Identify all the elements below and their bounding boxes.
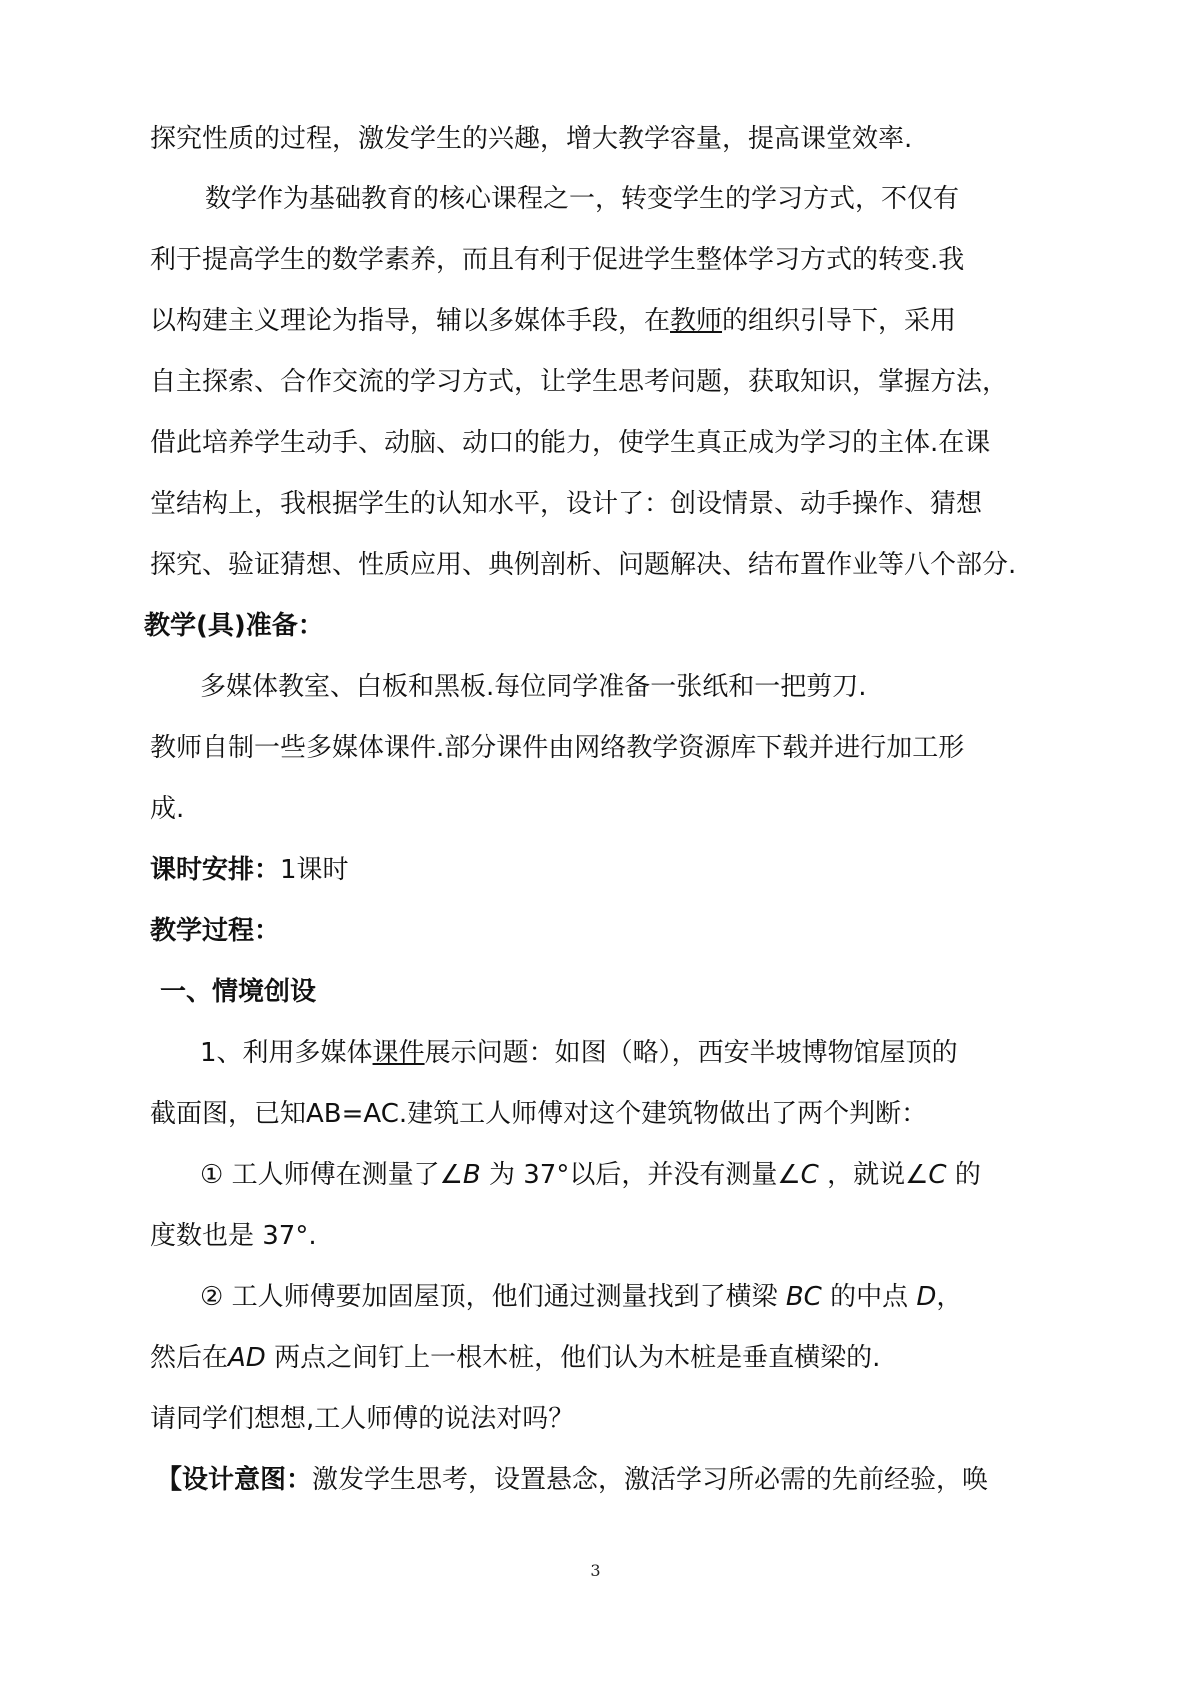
- underlined-term: 教师: [670, 306, 723, 336]
- text-span: 两点之间钉上一根木桩，他们认为木桩是垂直横梁的.: [265, 1343, 881, 1373]
- text-span: ，: [936, 1282, 963, 1312]
- text-span: ，就说∠: [818, 1160, 929, 1190]
- paragraph-line: 探究性质的过程，激发学生的兴趣，增大教学容量，提高课堂效率.: [150, 124, 913, 154]
- paragraph-line: 截面图，已知AB=AC.建筑工人师傅对这个建筑物做出了两个判断：: [150, 1099, 928, 1129]
- schedule-value: 1课时: [280, 855, 349, 885]
- page-number: 3: [590, 1561, 601, 1580]
- paragraph-line: 利于提高学生的数学素养，而且有利于促进学生整体学习方式的转变.我: [150, 245, 965, 275]
- paragraph-line: 堂结构上，我根据学生的认知水平，设计了：创设情景、动手操作、猜想: [150, 489, 983, 519]
- design-intent-line: [156, 1463, 1086, 1497]
- section-heading-process: 教学过程：: [150, 916, 281, 946]
- text-span: 的中点: [821, 1282, 917, 1312]
- paragraph-line: 请同学们想想,工人师傅的说法对吗？: [150, 1404, 575, 1434]
- text-span: 的组织引导下，采用: [722, 306, 957, 336]
- math-symbol: AD: [228, 1343, 266, 1373]
- judgement-item-2: [200, 1280, 1130, 1314]
- design-intent-label: 【设计意图：: [156, 1465, 313, 1495]
- text-span: ① 工人师傅在测量了∠: [200, 1160, 463, 1190]
- text-span: 的: [946, 1160, 981, 1190]
- text-span: 以构建主义理论为指导，辅以多媒体手段，在: [150, 306, 671, 336]
- text-span: ② 工人师傅要加固屋顶，他们通过测量找到了横梁: [200, 1282, 786, 1312]
- paragraph-line: 多媒体教室、白板和黑板.每位同学准备一张纸和一把剪刀.: [200, 672, 867, 702]
- paragraph-line: 自主探索、合作交流的学习方式，让学生思考问题，获取知识，掌握方法，: [150, 367, 1009, 397]
- text-span: 为 37°以后，并没有测量∠: [480, 1160, 801, 1190]
- text-span: 展示问题：如图（略），西安半坡博物馆屋顶的: [424, 1038, 958, 1068]
- paragraph-line: 成.: [150, 794, 185, 824]
- paragraph-line: 探究、验证猜想、性质应用、典例剖析、问题解决、结布置作业等八个部分.: [150, 550, 1017, 580]
- math-symbol: C: [928, 1160, 947, 1190]
- text-span: 然后在: [150, 1343, 229, 1373]
- schedule-line: [150, 853, 1080, 887]
- paragraph-line: 数学作为基础教育的核心课程之一，转变学生的学习方式，不仅有: [205, 184, 960, 214]
- judgement-item-1: [200, 1158, 1130, 1192]
- paragraph-line: 度数也是 37°.: [150, 1221, 317, 1251]
- paragraph-line: [150, 1341, 1080, 1375]
- paragraph-line: [200, 1036, 1130, 1070]
- math-symbol: C: [800, 1160, 819, 1190]
- underlined-term: 课件: [372, 1038, 425, 1068]
- section-heading-situation: 一、情境创设: [160, 977, 317, 1007]
- math-symbol: BC: [785, 1282, 822, 1312]
- text-span: 1、利用多媒体: [200, 1038, 373, 1068]
- paragraph-line: 教师自制一些多媒体课件.部分课件由网络教学资源库下载并进行加工形: [150, 733, 965, 763]
- section-heading-schedule: 课时安排：: [150, 855, 281, 885]
- math-symbol: B: [462, 1160, 481, 1190]
- math-symbol: D: [916, 1282, 937, 1312]
- design-intent-text: 激发学生思考，设置悬念，激活学习所必需的先前经验，唤: [312, 1465, 989, 1495]
- section-heading-prep: 教学(具)准备：: [144, 611, 324, 641]
- paragraph-line: 借此培养学生动手、动脑、动口的能力，使学生真正成为学习的主体.在课: [150, 428, 991, 458]
- paragraph-line: [150, 304, 1080, 338]
